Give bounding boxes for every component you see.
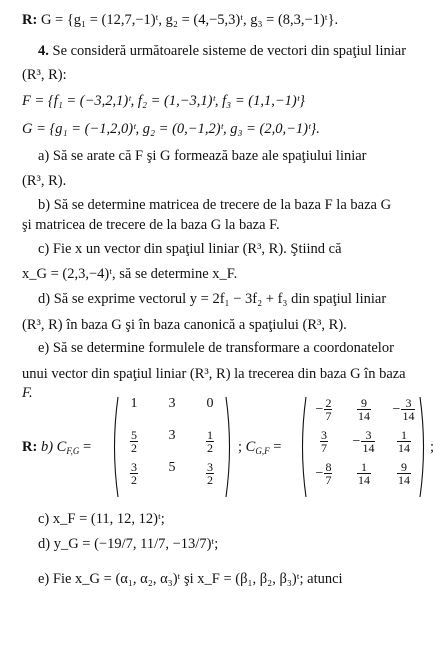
answer-d: d) y_G = (−19/7, 11/7, −13/7)ᵗ; xyxy=(38,536,219,552)
matrix-cgf xyxy=(298,395,428,499)
system-F: F = {f₁ = (−3,2,1)ᵗ, f₂ = (1,−3,1)ᵗ, f₃ = (1,1,−1)ᵗ} xyxy=(22,93,305,109)
part-e-line3: F. xyxy=(22,385,33,401)
part-b-line2: şi matricea de trecere de la baza G la baza F. xyxy=(22,217,280,233)
previous-answer-line xyxy=(22,11,338,29)
part-e-line2: unui vector din spaţiul liniar (R³, R) la trecerea din baza G în baza xyxy=(22,366,406,382)
cgf-cell: − $\frac{3}{14}$ xyxy=(392,396,415,423)
answer-c: c) x_F = (11, 12, 12)ᵗ; xyxy=(38,511,165,527)
problem-intro-text: Se consideră următoarele sisteme de vectori din spaţiul liniar xyxy=(52,43,407,59)
cfg-cell: $\frac{5}{2}$ xyxy=(131,428,137,455)
cgf-cell: $\frac{1}{14}$ xyxy=(398,428,410,455)
system-G: G = {g₁ = (−1,2,0)ᵗ, g₂ = (0,−1,2)ᵗ, g₃ = (2,0,−1)ᵗ}. xyxy=(22,121,320,137)
cfg-cell: $\frac{1}{2}$ xyxy=(207,428,213,455)
matrix-cfg xyxy=(110,395,234,499)
semicolon-1: ; xyxy=(238,439,243,455)
part-c-line1: c) Fie x un vector din spaţiul liniar (R³, R). Ştiind că xyxy=(38,241,342,257)
previous-answer-text: G = {g₁ = (12,7,−1)ᵗ, g₂ = (4,−5,3)ᵗ, g₃ = (8,3,−1)ᵗ}. xyxy=(40,12,339,28)
problem-number: 4. xyxy=(38,43,49,59)
cgf-label: ; $C_{G,F}$ = xyxy=(238,439,282,456)
cgf-cell: − $\frac{8}{7}$ xyxy=(315,460,332,487)
cgf-cell: $\frac{9}{14}$ xyxy=(358,396,370,423)
cfg-cell: 1 xyxy=(130,396,138,411)
cfg-cell: 0 xyxy=(206,396,214,411)
semicolon-2: ; xyxy=(430,439,435,455)
part-a-line2: (R³, R). xyxy=(22,173,67,189)
answer-matrices xyxy=(22,395,442,505)
problem-4-intro xyxy=(38,42,406,60)
cgf-cell: $\frac{3}{7}$ xyxy=(321,428,327,455)
cgf-cell: $\frac{1}{14}$ xyxy=(358,460,370,487)
cgf-cell: − $\frac{2}{7}$ xyxy=(315,396,332,423)
part-d-line1: d) Să se exprime vectorul y = 2f₁ − 3f₂ + f₃ din spaţiul liniar xyxy=(38,291,387,307)
part-c-line2: x_G = (2,3,−4)ᵗ, să se determine x_F. xyxy=(22,266,238,282)
cgf-subscript: G,F xyxy=(255,446,270,456)
part-a-line1: a) Să se arate că F şi G formează baze ale spaţiului liniar xyxy=(38,148,367,164)
part-b-answer-label: b) C xyxy=(40,439,67,455)
part-d-line2: (R³, R) în baza G şi în baza canonică a spaţiului (R³, R). xyxy=(22,317,347,333)
problem-space: (R³, R): xyxy=(22,67,67,83)
answer-label: R: xyxy=(22,12,38,28)
cfg-cell: 3 xyxy=(168,396,176,411)
cfg-cell: $\frac{3}{2}$ xyxy=(131,460,137,487)
cfg-cell: 3 xyxy=(168,428,176,443)
cgf-cell: − $\frac{3}{14}$ xyxy=(352,428,375,455)
answer-e: e) Fie x_G = (α₁, α₂, α₃)ᵗ şi x_F = (β₁, β₂, β₃)ᵗ; atunci xyxy=(38,571,343,587)
answer-label-2: R: xyxy=(22,439,38,455)
cfg-cell: $\frac{3}{2}$ xyxy=(207,460,213,487)
part-e-line1: e) Să se determine formulele de transformare a coordonatelor xyxy=(38,340,394,356)
cfg-subscript: F,G xyxy=(66,446,80,456)
cgf-cell: $\frac{9}{14}$ xyxy=(398,460,410,487)
answer-b-label: R: b) $C_{F,G}$ = xyxy=(22,439,92,456)
cfg-cell: 5 xyxy=(168,460,176,475)
part-b-line1: b) Să se determine matricea de trecere de la baza F la baza G xyxy=(38,197,392,213)
